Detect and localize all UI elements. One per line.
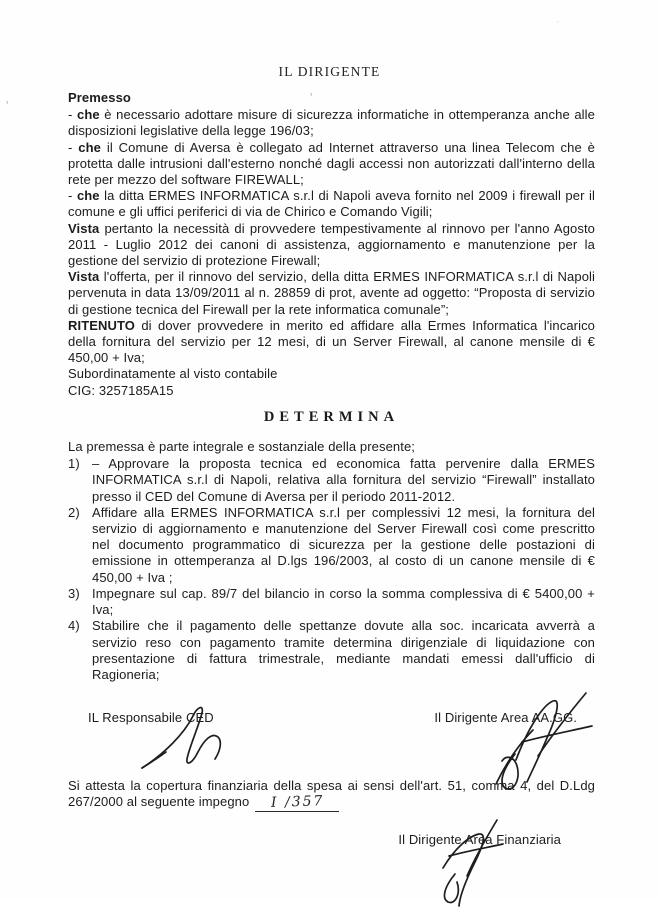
clause-text: pertanto la necessità di provvedere tempestivamente al rinnovo per l'anno Agosto 2011 - Luglio 2012 dei canoni di assistenza, aggiornamento e manutenzione per la gestione del servizio di protezione Firewall; xyxy=(68,220,595,269)
attestation-text xyxy=(68,778,595,811)
clause-paragraph xyxy=(68,269,595,318)
scan-artifact: ' xyxy=(6,98,9,113)
item-text: – Approvare la proposta tecnica ed economica fatta pervenire dalla ERMES INFORMATICA s.r.l di Napoli, relativa alla fornitura del servizio “Firewall” installato presso il CED del Comune di Aversa per il periodo 2011-2012. xyxy=(92,456,595,504)
premesso-heading: Premesso xyxy=(68,90,131,105)
numbered-item xyxy=(68,618,595,683)
impegno-handwritten-value: I /357 xyxy=(271,793,326,812)
document-body xyxy=(68,90,595,848)
item-text: Impegnare sul cap. 89/7 del bilancio in corso la somma complessiva di € 5400,00 + Iva; xyxy=(92,585,595,618)
signature-bottom-title: Il Dirigente Area Finanziaria xyxy=(398,831,561,847)
item-text: Stabilire che il pagamento delle spettanze dovute alla soc. incaricata avverrà a servizio reso con pagamento tramite determina dirigenziale di liquidazione con presentazione di fattura trimestrale, mediante mandati emessi dall'ufficio di Ragioneria; xyxy=(92,618,595,682)
determina-heading: DETERMINA xyxy=(263,408,400,425)
item-marker: 3) xyxy=(68,585,80,601)
clause-paragraph xyxy=(68,366,595,382)
clause-text: di dover provvedere in merito ed affidare alla Ermes Informatica l'incarico della fornitura del servizio per 12 mesi, di un Server Firewall, al canone mensile di € 450,00 + Iva; xyxy=(68,317,595,366)
clause-text: Subordinatamente al visto contabile xyxy=(68,366,278,382)
clause-lead: RITENUTO xyxy=(68,317,136,333)
signature-right-title: Il Dirigente Area AA.GG. xyxy=(434,710,577,726)
item-marker: 2) xyxy=(68,504,80,520)
signature-block-left xyxy=(88,710,214,778)
determina-intro: La premessa è parte integrale e sostanziale della presente; xyxy=(68,439,415,455)
clause-lead: Vista xyxy=(68,269,100,285)
attestation-line: Si attesta la copertura finanziaria della spesa ai sensi dell'art. 51, comma 4, del D.Ldg 267/2000 al seguente impegno xyxy=(68,778,595,810)
item-text: Affidare alla ERMES INFORMATICA s.r.l per complessivi 12 mesi, la fornitura del servizio di aggiornamento e manutenzione del Server Firewall così come prescritto nel documento programmatico di sicurezza per la gestione delle postazioni di emissione in ottemperanza al D.lgs 196/2003, al costo di un canone mensile di € 450,00 + Iva ; xyxy=(92,504,595,585)
clause-text: il Comune di Aversa è collegato ad Internet attraverso una linea Telecom che è protetta dalle intrusioni dall'esterno nonché dagli accessi non autorizzati dall'interno della rete per mezzo del software FIREWALL; xyxy=(68,139,595,188)
item-marker: 4) xyxy=(68,618,80,634)
scan-artifact: · xyxy=(556,16,560,28)
clause-prefix: - xyxy=(68,107,77,123)
signature-block-right xyxy=(434,710,577,778)
signature-scribble-aagg xyxy=(486,690,616,792)
clause-lead: che xyxy=(77,107,100,123)
scan-artifact: ' xyxy=(310,90,313,105)
clause-paragraph xyxy=(68,188,595,220)
clause-text: l'offerta, per il rinnovo del servizio, della ditta ERMES INFORMATICA s.r.l di Napoli pervenuta in data 13/09/2011 al n. 28859 di prot, avente ad oggetto: “Proposta di servizio di gestione tecnica del Firewall per la rete informatica comunale”; xyxy=(68,269,595,317)
numbered-item xyxy=(68,505,595,586)
clause-lead: che xyxy=(78,139,101,155)
item-marker: 1) xyxy=(68,456,80,472)
page-title: IL DIRIGENTE xyxy=(278,64,381,79)
numbered-item xyxy=(68,456,595,505)
signature-row xyxy=(68,710,595,778)
clause-text: è necessario adottare misure di sicurezza informatiche in ottemperanza anche alle disposizioni legislative della legge 196/03; xyxy=(68,107,595,139)
signature-left-title: IL Responsabile CED xyxy=(88,710,214,726)
clause-prefix: - xyxy=(68,139,79,155)
clause-paragraph xyxy=(68,383,595,399)
clause-lead: che xyxy=(76,188,100,204)
clause-prefix: - xyxy=(68,188,77,204)
clause-paragraph xyxy=(68,140,595,189)
numbered-item xyxy=(68,586,595,618)
signature-block-bottom xyxy=(68,832,595,848)
clause-text: CIG: 3257185A15 xyxy=(68,382,174,398)
clause-lead: Vista xyxy=(68,220,100,236)
impegno-underline xyxy=(255,794,338,811)
clause-paragraph xyxy=(68,221,595,270)
clause-text: la ditta ERMES INFORMATICA s.r.l di Napoli aveva fornito nel 2009 i firewall per il comune e gli uffici periferici di via de Chirico e Comando Vigili; xyxy=(68,188,595,220)
clause-paragraph xyxy=(68,318,595,367)
clause-paragraph xyxy=(68,107,595,139)
determina-list xyxy=(68,456,595,683)
